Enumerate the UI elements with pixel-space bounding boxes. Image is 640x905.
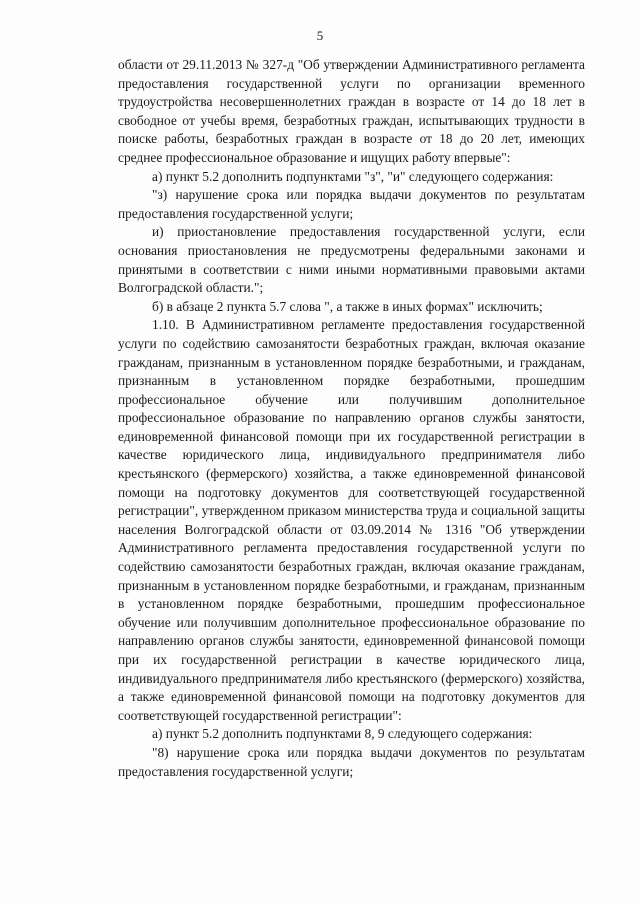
page-number: 5 — [316, 28, 324, 43]
paragraph-subitem-8: "8) нарушение срока или порядка выдачи документов по результатам предоставления государственной услуги; — [118, 744, 585, 779]
paragraph-item-a-5-2: а) пункт 5.2 дополнить подпунктами "з", "и" следующего содержания: — [152, 168, 554, 184]
paragraph-item-a-5-2-second: а) пункт 5.2 дополнить подпунктами 8, 9 следующего содержания: — [152, 726, 533, 742]
paragraph-subitem-z: "з) нарушение срока или порядка выдачи документов по результатам предоставления государственной услуги; — [118, 187, 585, 221]
paragraph-item-b-5-7: б) в абзаце 2 пункта 5.7 слова ", а также в иных формах" исключить; — [152, 298, 543, 314]
paragraph-order-reference: области от 29.11.2013 № 327-д "Об утверждении Административного регламента предоставления государственной услуги по организации временного трудоустройства несовершеннолетних граждан в возрасте от 14 до 18 лет в свободное от учебы время, безработных граждан, испытывающих трудности в поиске работы, безработных граждан в возрасте от 18 до 20 лет, имеющих среднее профессиональное образование и ищущих работу впервые": — [118, 57, 585, 165]
paragraph-section-1-10: 1.10. В Административном регламенте предоставления государственной услуги по содействию самозанятости безработных граждан, включая оказание гражданам, признанным в установленном порядке безработными, и гражданам, признанным в установленном порядке безработными, прошедшим профессиональное обучение или получившим дополнительное профессиональное образование по направлению органов службы занятости, единовременной финансовой помощи при их государственной регистрации в качестве юридического лица, индивидуального предпринимателя либо крестьянского (фермерского) хозяйства, а также единовременной финансовой помощи на подготовку документов для соответствующей государственной регистрации", утвержденном приказом министерства труда и социальной защиты населения Волгоградской области от 03.09.2014 № 1316 "Об утверждении Административного регламента предоставления государственной услуги по содействию самозанятости безработных граждан, включая оказание гражданам, признанным в установленном порядке безработными, и гражданам, признанным в установленном порядке безработными, прошедшим профессиональное обучение или получившим дополнительное профессиональное образование по направлению органов службы занятости, единовременной финансовой помощи при их государственной регистрации в качестве юридического лица, индивидуального предпринимателя либо крестьянского (фермерского) хозяйства, а также единовременной финансовой помощи на подготовку документов для соответствующей государственной регистрации": — [118, 317, 585, 723]
document-body — [118, 56, 585, 781]
paragraph-subitem-i: и) приостановление предоставления государственной услуги, если основания приостановления не предусмотрены федеральными законами и принятыми в соответствии с ними иными нормативными правовыми актами Волгоградской области."; — [118, 224, 585, 296]
